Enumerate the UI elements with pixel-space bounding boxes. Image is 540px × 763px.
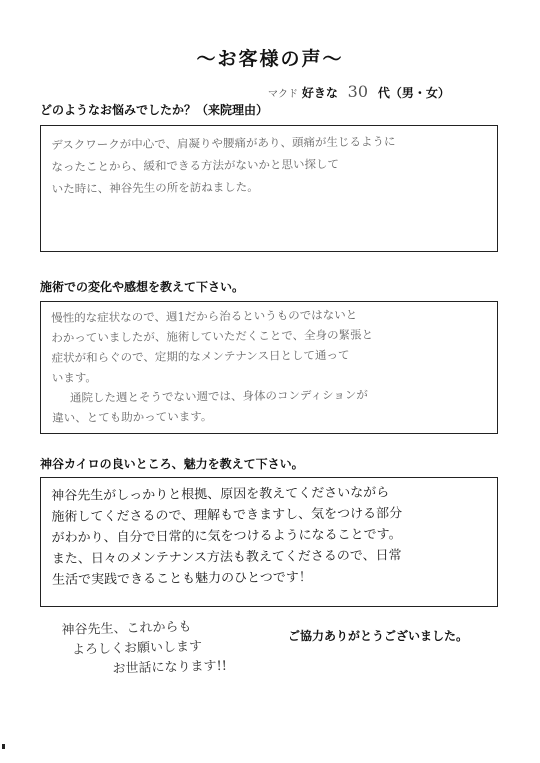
answer-line: 神谷先生がしっかりと根拠、原因を教えてくださいながら [51,485,390,504]
question-reason: どのようなお悩みでしたか？（来院理由） [40,103,269,117]
closing-line: よろしくお願いします [71,639,203,658]
answer-box-appeal [40,477,498,607]
question-appeal: 神谷カイロの良いところ、魅力を教えて下さい。 [40,457,304,471]
closing-line: お世話になります!! [112,658,228,677]
customer-name-handwritten: マクド [268,89,298,100]
answer-line: がわかり、自分で日常的に気をつけるようになることです。 [51,527,402,546]
question-impressions: 施術での変化や感想を教えて下さい。 [40,280,245,294]
answer-appeal [41,473,498,599]
answer-line: デスクワークが中心で、肩凝りや腰痛があり、頭痛が生じるように [51,134,396,152]
form-title: 〜お客様の声〜 [196,48,344,70]
customer-age-handwritten: 30 [347,82,369,101]
answer-line: 施術してくださるので、理解もできますし、気をつける部分 [51,506,403,525]
customer-name-suffix: 好きな [301,86,338,100]
answer-line: 生活で実践できることも魅力のひとつです！ [51,570,312,588]
thanks-text: ご協力ありがとうございました。 [288,629,469,643]
answer-box-reason [40,125,498,252]
answer-line: 違い、とても助かっています。 [52,409,213,425]
closing-line: 神谷先生、これからも [61,619,192,639]
answer-line: いた時に、神谷先生の所を訪ねました。 [51,179,259,196]
answer-line: 慢性的な症状なので、週1だから治るというものではないと [51,307,358,325]
answer-impressions [41,297,498,436]
answer-box-impressions [40,301,498,434]
answer-reason [41,121,498,208]
closing-message [61,615,292,681]
answer-line: わかっていましたが、施術していただくことで、全身の緊張と [51,327,374,345]
answer-line: また、日々のメンテナンス方法も教えてくださるので、日常 [51,548,402,567]
answer-line: 症状が和らぐので、定期的なメンテナンス日として通って [51,347,350,365]
answer-line: 通院した週とそうでない週では、身体のコンディションが [69,387,368,405]
customer-age-gender: 代（男・女） [377,86,450,100]
answer-line: います。 [51,370,97,385]
scan-mark [2,744,5,749]
customer-info [268,82,450,101]
answer-line: なったことから、緩和できる方法がないかと思い探して [51,156,339,174]
